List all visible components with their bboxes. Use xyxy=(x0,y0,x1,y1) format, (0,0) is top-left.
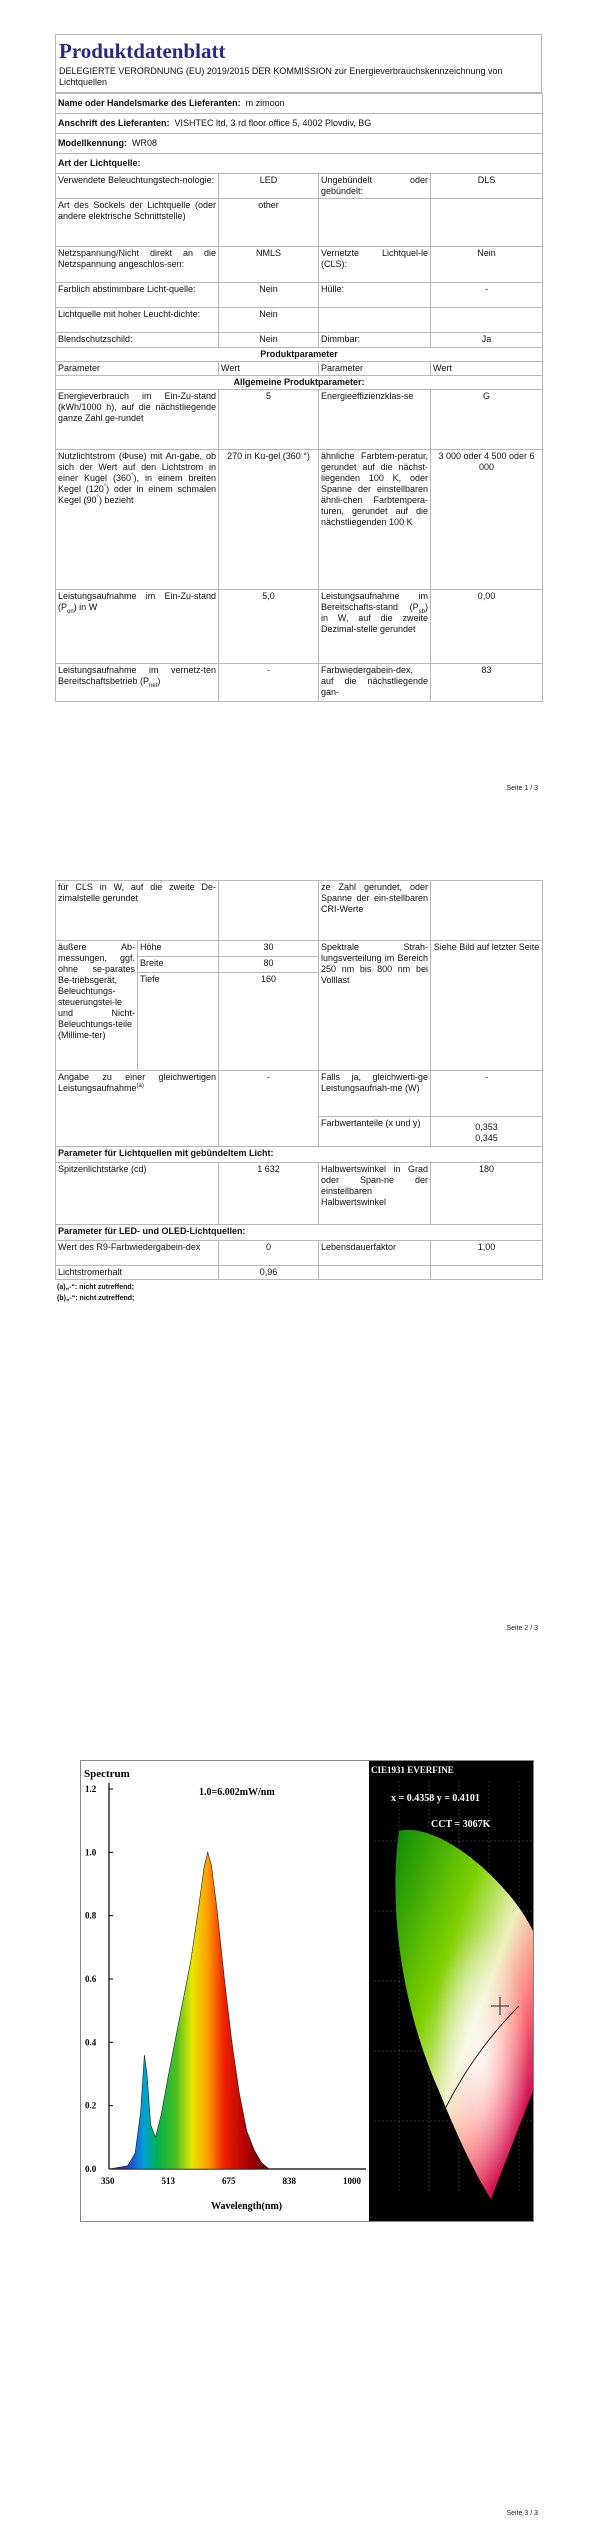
equiv-w-value: - xyxy=(431,1071,543,1117)
x-tick-label: 513 xyxy=(161,2176,175,2186)
peak-label: Spitzenlichtstärke (cd) xyxy=(56,1163,219,1225)
pnet-label xyxy=(56,664,219,702)
type-label: Blendschutzschild: xyxy=(56,333,219,348)
empty-cell xyxy=(319,1266,431,1280)
r9-value: 0 xyxy=(219,1241,319,1266)
chroma-x: 0,353 xyxy=(475,1122,498,1132)
y-tick-label: 0.6 xyxy=(85,1974,97,1984)
peak-value: 1 632 xyxy=(219,1163,319,1225)
cie-title: CIE1931 EVERFINE xyxy=(371,1765,454,1775)
x-tick-label: 1000 xyxy=(343,2176,361,2186)
params-table-cont xyxy=(55,880,543,1280)
r9-label: Wert des R9-Farbwiedergabein-dex xyxy=(56,1241,219,1266)
cie-xy-readout: x = 0.4358 y = 0.4101 xyxy=(391,1793,480,1804)
cri-value: 83 xyxy=(431,664,543,702)
y-tick-label: 0.8 xyxy=(85,1910,97,1921)
spectrum-title: Spectrum xyxy=(84,1768,130,1780)
general-heading: Allgemeine Produktparameter: xyxy=(56,376,543,390)
equiv-value: - xyxy=(219,1071,319,1147)
empty-cell xyxy=(431,881,543,941)
model-value: WR08 xyxy=(132,138,158,148)
page-3 xyxy=(0,1720,596,2526)
cct-value: 3 000 oder 4 500 oder 6 000 xyxy=(431,450,543,590)
beam-value: 180 xyxy=(431,1163,543,1225)
psb-value: 0,00 xyxy=(431,590,543,664)
equiv-label-text: Angabe zu einer gleichwertigen Leistungsaufnahme xyxy=(58,1072,216,1093)
pon-subscript: on xyxy=(67,608,74,615)
type-label: Art des Sockels der Lichtquelle (oder andere elektrische Schnittstelle) xyxy=(56,199,219,247)
pon-value: 5,0 xyxy=(219,590,319,664)
spectrum-svg xyxy=(81,1761,368,2221)
type-label: Lichtquelle mit hoher Leucht-dichte: xyxy=(56,308,219,333)
page-number: Seite 1 / 3 xyxy=(506,785,538,792)
type-label: Verwendete Beleuchtungstech-nologie: xyxy=(56,174,219,199)
type-label: Hülle: xyxy=(319,283,431,308)
y-tick-label: 1.0 xyxy=(85,1847,97,1858)
dim-width-label: Breite xyxy=(138,957,219,973)
y-tick-label: 0.4 xyxy=(85,2037,97,2048)
supplier-table xyxy=(55,93,543,702)
spectrum-x-ticks xyxy=(101,2176,362,2186)
type-label: Dimmbar: xyxy=(319,333,431,348)
spectrum-chart xyxy=(81,1761,368,2221)
dim-depth-value: 160 xyxy=(219,973,319,1071)
dls-heading: Parameter für Lichtquellen mit gebündeltem Licht: xyxy=(56,1147,543,1163)
energy-class-value: G xyxy=(431,390,543,450)
pon-label xyxy=(56,590,219,664)
led-heading: Parameter für LED- und OLED-Lichtquellen: xyxy=(56,1225,543,1241)
lumen-value: 0,96 xyxy=(219,1266,319,1280)
footnote-a-text: „-“: nicht zutreffend; xyxy=(65,1284,134,1291)
psb-label xyxy=(319,590,431,664)
pnet-label-tail: ) xyxy=(157,676,161,686)
dims-label: äußere Ab-messungen, ggf. ohne se-parates Be-triebsgerät, Beleuchtungs-steuerungstei-le und Nicht-Beleuchtungs-teile (Millime-ter) xyxy=(56,941,138,1071)
pon-label-tail: ) in W xyxy=(73,602,98,612)
beam-label: Halbwertswinkel in Grad oder Span-ne der einstellbaren Halbwertswinkel xyxy=(319,1163,431,1225)
cie-chart xyxy=(369,1761,533,2221)
address-row xyxy=(56,114,543,134)
spectral-value: Siehe Bild auf letzter Seite xyxy=(431,941,543,1071)
type-value: NMLS xyxy=(219,247,319,283)
page-number: Seite 3 / 3 xyxy=(506,2510,538,2517)
flux-label-a: Nutzlichtstrom (Φuse) mit An-gabe, ob sich der Wert auf den Lichtstrom in einer Kugel (360 xyxy=(58,451,216,483)
type-label: Vernetzte Lichtquel-le (CLS): xyxy=(319,247,431,283)
cie-cct-readout: CCT = 3067K xyxy=(431,1819,491,1830)
type-heading: Art der Lichtquelle: xyxy=(56,154,543,174)
type-label: Ungebündelt oder gebündelt: xyxy=(319,174,431,199)
type-value xyxy=(431,308,543,333)
flux-label-b: ), in einem breiten Kegel (120 xyxy=(58,473,216,494)
model-label: Modellkennung: xyxy=(58,138,127,148)
cri-continued: ze Zahl gerundet, oder Spanne der ein-stellbaren CRI-Werte xyxy=(319,881,431,941)
page-1 xyxy=(0,0,596,805)
type-value: DLS xyxy=(431,174,543,199)
energy-value: 5 xyxy=(219,390,319,450)
type-value: Ja xyxy=(431,333,543,348)
energy-label: Energieverbrauch im Ein-Zu-stand (kWh/1000 h), auf die nächstliegende ganze Zahl ge-rundet xyxy=(56,390,219,450)
equiv-w-label: Falls ja, gleichwerti-ge Leistungsaufnah-me (W) xyxy=(319,1071,431,1117)
pnet-continued: für CLS in W, auf die zweite De-zimalstelle gerundet xyxy=(56,881,219,941)
survival-value: 1,00 xyxy=(431,1241,543,1266)
dim-depth-label: Tiefe xyxy=(138,973,219,1071)
model-row xyxy=(56,134,543,154)
degree-mark: ° xyxy=(96,495,99,501)
page-2 xyxy=(0,880,596,1650)
regulation-subtitle: DELEGIERTE VERORDNUNG (EU) 2019/2015 DER KOMMISSION zur Energieverbrauchskennzeichnung von Lichtquellen xyxy=(55,65,542,93)
type-label xyxy=(319,199,431,247)
footnote-b-ref: (b) xyxy=(57,1295,66,1302)
dim-height-value: 30 xyxy=(219,941,319,957)
footnote-a xyxy=(55,1282,542,1293)
psb-label-tail: ) in W, auf die zweite Dezimal-stelle gerundet xyxy=(321,602,428,634)
spectrum-scale: 1.0=6.002mW/nm xyxy=(199,1787,275,1798)
spectrum-curve xyxy=(109,1852,269,2169)
y-tick-label: 0.2 xyxy=(85,2100,97,2111)
cct-label: ähnliche Farbtem-peratur, gerundet auf die nächst-liegenden 100 K, oder Spanne der einstellbaren ähnli-chen Farbtempera-turen, gerundet auf die nächstliegenden 100 K xyxy=(319,450,431,590)
psb-label-text: Leistungsaufnahme im Bereitschafts-stand (P xyxy=(321,591,428,612)
type-value: Nein xyxy=(219,283,319,308)
page-number: Seite 2 / 3 xyxy=(506,1625,538,1632)
lumen-label: Lichtstromerhalt xyxy=(56,1266,219,1280)
y-tick-label: 1.2 xyxy=(85,1784,97,1794)
type-label: Netzspannung/Nicht direkt an die Netzspannung angeschlos-sen: xyxy=(56,247,219,283)
cie-white-region xyxy=(395,1830,533,2199)
address-label: Anschrift des Lieferanten: xyxy=(58,118,170,128)
col-header-value: Wert xyxy=(431,362,543,376)
flux-label-c: ) oder in einem schmalen Kegel (90 xyxy=(58,484,216,505)
type-value xyxy=(431,199,543,247)
chroma-y: 0,345 xyxy=(475,1133,498,1143)
spectrum-xlabel: Wavelength(nm) xyxy=(211,2201,283,2212)
page-title: Produktdatenblatt xyxy=(55,34,542,65)
spectrum-figure xyxy=(80,1760,534,2222)
type-label: Farblich abstimmbare Licht-quelle: xyxy=(56,283,219,308)
supplier-row xyxy=(56,94,543,114)
datasheet-page-2 xyxy=(55,880,542,1304)
flux-value: 270 in Ku-gel (360 °) xyxy=(219,450,319,590)
address-value: VISHTEC ltd, 3 rd floor office 5, 4002 Plovdiv, BG xyxy=(174,118,372,128)
x-tick-label: 675 xyxy=(222,2176,236,2186)
cie-svg xyxy=(369,1761,533,2221)
pnet-label-text: Leistungsaufnahme im vernetz-ten Bereitschaftsbetrieb (P xyxy=(58,665,216,686)
datasheet-page-1 xyxy=(55,34,542,702)
dim-height-label: Höhe xyxy=(138,941,219,957)
y-tick-label: 0.0 xyxy=(85,2164,97,2174)
type-label xyxy=(319,308,431,333)
pnet-value: - xyxy=(219,664,319,702)
empty-cell xyxy=(219,881,319,941)
flux-label xyxy=(56,450,219,590)
energy-class-label: Energieeffizienzklas-se xyxy=(319,390,431,450)
supplier-value: m zimoon xyxy=(245,98,285,108)
cri-label: Farbwiedergabein-dex, auf die nächstliegende gan- xyxy=(319,664,431,702)
degree-mark: ° xyxy=(103,484,107,490)
type-value: Nein xyxy=(431,247,543,283)
col-header-parameter: Parameter xyxy=(56,362,219,376)
survival-label: Lebensdauerfaktor xyxy=(319,1241,431,1266)
col-header-value: Wert xyxy=(219,362,319,376)
type-value: Nein xyxy=(219,333,319,348)
footnote-b xyxy=(55,1293,542,1304)
flux-label-d: ) bezieht xyxy=(98,495,134,505)
chroma-value xyxy=(431,1117,543,1147)
dim-width-value: 80 xyxy=(219,957,319,973)
x-tick-label: 838 xyxy=(282,2176,296,2186)
params-heading: Produktparameter xyxy=(56,348,543,362)
col-header-parameter: Parameter xyxy=(319,362,431,376)
footnote-a-ref: (a) xyxy=(57,1284,66,1291)
degree-mark: ° xyxy=(131,473,134,479)
equiv-label xyxy=(56,1071,219,1147)
chroma-label: Farbwertanteile (x und y) xyxy=(319,1117,431,1147)
footnote-b-text: „-“: nicht zutreffend; xyxy=(65,1295,135,1302)
x-tick-label: 350 xyxy=(101,2176,115,2186)
pnet-subscript: net xyxy=(149,682,158,689)
type-value: other xyxy=(219,199,319,247)
type-value: LED xyxy=(219,174,319,199)
psb-subscript: sb xyxy=(418,608,425,615)
spectral-label: Spektrale Strah-lungsverteilung im Bereich 250 nm bis 800 nm bei Volllast xyxy=(319,941,431,1071)
type-value: Nein xyxy=(219,308,319,333)
footnote-ref: (a) xyxy=(136,1083,144,1089)
pon-label-text: Leistungsaufnahme im Ein-Zu-stand (P xyxy=(58,591,216,612)
type-value: - xyxy=(431,283,543,308)
supplier-label: Name oder Handelsmarke des Lieferanten: xyxy=(58,98,241,108)
empty-cell xyxy=(431,1266,543,1280)
